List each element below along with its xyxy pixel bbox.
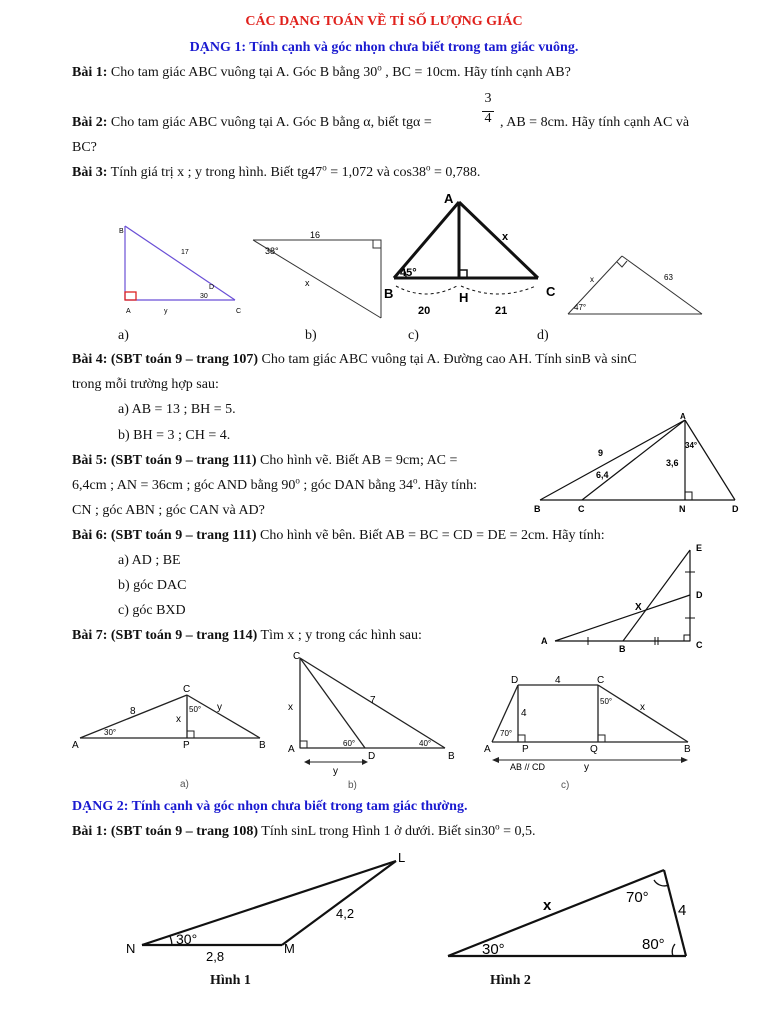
figure-hinh2 <box>440 860 700 970</box>
svg-text:16: 16 <box>310 230 321 240</box>
svg-text:20: 20 <box>418 305 431 317</box>
svg-text:x: x <box>543 897 552 914</box>
svg-text:a): a) <box>180 779 189 790</box>
svg-text:4: 4 <box>555 675 561 686</box>
bai1-label: Bài 1: <box>72 65 108 80</box>
svg-text:C: C <box>236 308 242 315</box>
svg-text:P: P <box>522 744 529 755</box>
svg-text:L: L <box>398 850 406 865</box>
svg-text:30°: 30° <box>176 931 198 947</box>
svg-text:X: X <box>635 602 642 613</box>
svg-text:C: C <box>696 640 703 650</box>
svg-text:D: D <box>696 590 703 600</box>
svg-text:C: C <box>183 684 191 695</box>
svg-text:y: y <box>164 308 168 315</box>
svg-text:D: D <box>511 675 519 686</box>
svg-text:B: B <box>259 740 266 751</box>
figure-7c <box>478 670 708 792</box>
bai5-line3: CN ; góc ABN ; góc CAN và AD? <box>72 503 265 518</box>
d2-bai1: Bài 1: (SBT toán 9 – trang 108) Tính sinL trong Hình 1 ở dưới. Biết $\sin 30^o = 0,5$. <box>72 821 536 839</box>
svg-text:34°: 34° <box>685 441 698 450</box>
svg-text:A: A <box>484 744 491 755</box>
svg-text:C: C <box>578 504 585 514</box>
svg-text:4,2: 4,2 <box>336 906 355 921</box>
page-title: CÁC DẠNG TOÁN VỀ TỈ SỐ LƯỢNG GIÁC <box>245 14 523 29</box>
label-B: B <box>119 228 124 235</box>
svg-text:x: x <box>640 702 645 713</box>
svg-text:D: D <box>368 751 376 762</box>
svg-text:C: C <box>546 284 556 299</box>
svg-text:38°: 38° <box>265 246 279 256</box>
svg-text:A: A <box>72 740 79 751</box>
svg-text:y: y <box>217 702 222 713</box>
svg-text:4: 4 <box>678 902 687 919</box>
svg-text:30°: 30° <box>104 728 117 737</box>
bai6-b: b) góc DAC <box>118 578 187 593</box>
svg-text:x: x <box>305 278 310 288</box>
bai4-line2: trong mỗi trường hợp sau: <box>72 377 219 392</box>
fig3-label-d: d) <box>537 328 549 343</box>
svg-text:M: M <box>284 941 295 956</box>
figure-5 <box>530 408 745 516</box>
svg-text:50°: 50° <box>600 697 613 706</box>
svg-text:80°: 80° <box>642 936 665 953</box>
bai5-line2: 6,4cm ; AN = 36cm ; góc AND bằng 90$^o$ ; góc DAN bằng 34$^o$. Hãy tính: <box>72 475 477 493</box>
bai7: Bài 7: (SBT toán 9 – trang 114) Tìm x ; y trong các hình sau: <box>72 628 422 643</box>
svg-text:B: B <box>619 644 626 654</box>
svg-text:y: y <box>584 762 589 773</box>
svg-text:60°: 60° <box>343 739 356 748</box>
svg-text:47°: 47° <box>574 303 587 312</box>
bai2: Bài 2: Cho tam giác ABC vuông tại A. Góc B bằng α, biết tgα = <box>72 115 432 130</box>
svg-text:N: N <box>679 504 686 514</box>
svg-text:A: A <box>541 636 548 646</box>
svg-text:70°: 70° <box>500 729 513 738</box>
section-2-title: DẠNG 2: Tính cạnh và góc nhọn chưa biết trong tam giác thường. <box>72 799 468 814</box>
svg-text:Q: Q <box>590 744 598 755</box>
svg-text:C: C <box>597 675 605 686</box>
svg-text:17: 17 <box>181 249 189 256</box>
section-1-title: DẠNG 1: Tính cạnh và góc nhọn chưa biết trong tam giác vuông. <box>189 40 579 55</box>
svg-text:D: D <box>209 284 215 291</box>
bai2-rest: , AB = 8cm. Hãy tính cạnh AC và <box>500 115 690 130</box>
fig3-label-a: a) <box>118 328 129 343</box>
svg-text:E: E <box>696 543 703 553</box>
svg-text:3,6: 3,6 <box>666 458 679 468</box>
svg-text:B: B <box>684 744 691 755</box>
svg-text:A: A <box>288 744 295 755</box>
svg-text:30: 30 <box>200 293 208 300</box>
bai5: Bài 5: (SBT toán 9 – trang 111) Cho hình vẽ. Biết AB = 9cm; AC = <box>72 453 458 468</box>
svg-text:N: N <box>126 941 136 956</box>
svg-text:4: 4 <box>521 708 527 719</box>
svg-text:63: 63 <box>664 273 673 282</box>
svg-text:x: x <box>502 231 509 243</box>
figure-7a <box>70 680 280 790</box>
bai4-a: a) AB = 13 ; BH = 5. <box>118 402 236 417</box>
figure-7b <box>280 648 470 790</box>
svg-text:40°: 40° <box>419 739 432 748</box>
fraction-numerator: 3 <box>484 91 492 106</box>
svg-text:B: B <box>448 751 455 762</box>
svg-text:C: C <box>293 651 301 662</box>
svg-text:6,4: 6,4 <box>596 470 609 480</box>
bai6-a: a) AD ; BE <box>118 553 181 568</box>
svg-text:B: B <box>534 504 541 514</box>
bai3: Bài 3: Tính giá trị x ; y trong hình. Biết $tg47^o = 1,072$ và $\cos 38^o = 0,788$. <box>72 162 481 180</box>
figure-3c <box>380 190 560 320</box>
svg-text:P: P <box>183 740 190 751</box>
figure-3a <box>110 218 250 318</box>
svg-text:8: 8 <box>130 706 136 717</box>
svg-text:H: H <box>459 290 469 305</box>
svg-text:A: A <box>126 308 131 315</box>
svg-text:b): b) <box>348 780 357 790</box>
bai4-b: b) BH = 3 ; CH = 4. <box>118 428 231 443</box>
svg-text:A: A <box>444 191 454 206</box>
figure-6 <box>535 538 715 658</box>
figure-3b <box>245 228 385 323</box>
svg-text:21: 21 <box>495 305 508 317</box>
svg-text:30°: 30° <box>482 941 505 958</box>
svg-text:D: D <box>732 504 739 514</box>
hinh1-caption: Hình 1 <box>210 973 251 988</box>
svg-text:2,8: 2,8 <box>206 949 225 964</box>
fraction-denominator: 4 <box>484 111 492 126</box>
hinh2-caption: Hình 2 <box>490 973 531 988</box>
svg-text:B: B <box>384 286 394 301</box>
bai4: Bài 4: (SBT toán 9 – trang 107) Cho tam giác ABC vuông tại A. Đường cao AH. Tính sinB và sinC <box>72 352 637 367</box>
svg-text:70°: 70° <box>626 889 649 906</box>
bai6: Bài 6: (SBT toán 9 – trang 111) Cho hình vẽ bên. Biết AB = BC = CD = DE = 2cm. Hãy tính: <box>72 528 605 543</box>
svg-text:AB // CD: AB // CD <box>510 762 546 772</box>
svg-text:x: x <box>176 714 181 725</box>
bai1: Bài 1: Cho tam giác ABC vuông tại A. Góc B bằng 30$^o$ , BC = 10cm. Hãy tính cạnh AB? <box>72 62 571 80</box>
svg-text:x: x <box>590 275 594 284</box>
svg-text:x: x <box>288 702 293 713</box>
svg-text:9: 9 <box>598 448 604 458</box>
svg-text:A: A <box>680 412 686 421</box>
svg-text:7: 7 <box>370 695 376 706</box>
figure-hinh1 <box>122 845 422 975</box>
svg-text:45°: 45° <box>400 267 417 279</box>
fig3-label-c: c) <box>408 328 419 343</box>
figure-3d <box>560 250 710 320</box>
bai2-line2: BC? <box>72 140 97 155</box>
bai6-c: c) góc BXD <box>118 603 186 618</box>
svg-text:c): c) <box>561 780 570 791</box>
svg-text:y: y <box>333 766 338 777</box>
svg-text:50°: 50° <box>189 705 202 714</box>
fig3-label-b: b) <box>305 328 317 343</box>
